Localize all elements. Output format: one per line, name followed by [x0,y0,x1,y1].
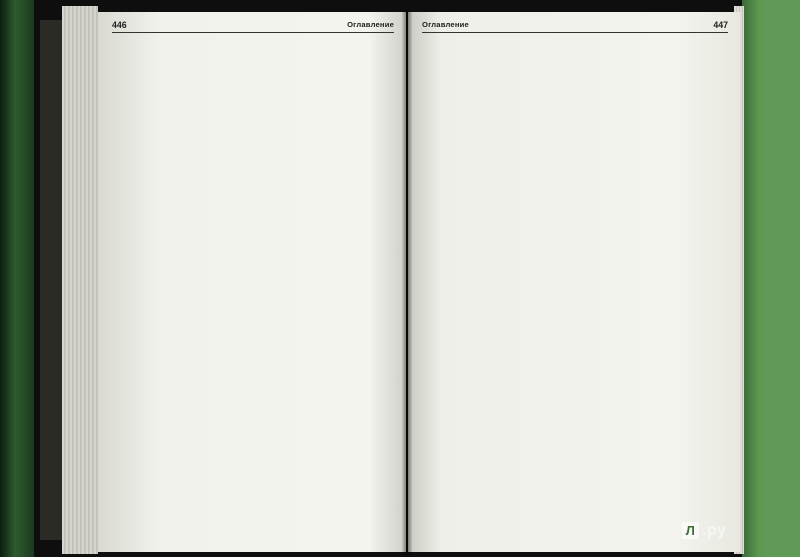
right-page [408,12,740,552]
green-background-left [0,0,34,557]
running-title: Оглавление [422,20,469,29]
page-header [422,20,728,33]
page-number: 446 [112,20,127,30]
book-spine-shadow [402,10,412,555]
running-title: Оглавление [347,20,394,29]
left-page [98,12,406,552]
page-edge-left [62,6,98,554]
watermark-text: .ру [702,522,727,539]
page-number: 447 [713,20,728,30]
green-background-right [742,0,800,557]
watermark-logo-icon: Л [682,522,699,539]
page-header [112,20,394,33]
page-edge-left-shadow [40,20,62,540]
watermark [682,522,772,544]
